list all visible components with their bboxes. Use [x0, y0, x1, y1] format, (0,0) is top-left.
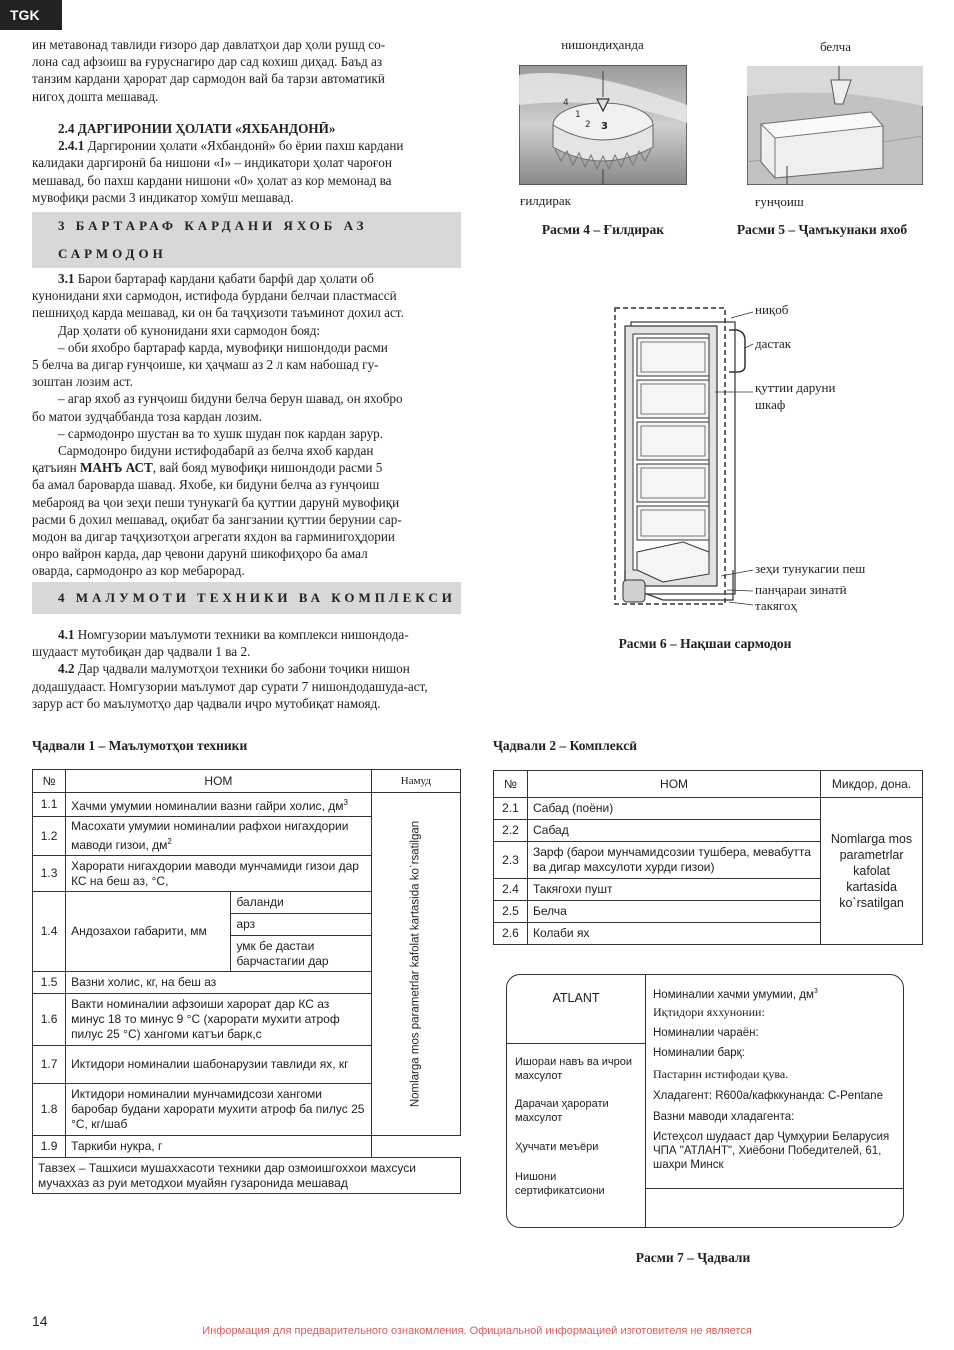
language-badge: TGK: [0, 0, 62, 30]
para-line: 5 белча ва дигар ғунҷоише, ки ҳаҷмаш аз 2 л кам набошад гу-: [32, 357, 379, 373]
section-4-heading: 4 МАЛУМОТИ ТЕХНИКИ ВА КОМПЛЕКСИ: [32, 582, 461, 614]
fig5-tray-image: [747, 66, 923, 185]
table2-header-name: НОМ: [527, 771, 820, 798]
para-4-1: [32, 626, 461, 643]
rating-label-right-item: Пастарин истифодаи қува.: [653, 1067, 789, 1081]
para-text: Барои бартараф кардани қабати барфӣ дар ҳолати об: [74, 271, 374, 286]
table-technical-data: [32, 769, 461, 1194]
fig4-caption: Расми 4 – Ғилдирак: [541, 222, 665, 237]
para-number: 4.2: [58, 661, 75, 677]
para-line: [32, 459, 461, 476]
rating-label-sup: 3: [813, 988, 818, 995]
para-4-2: [32, 660, 461, 677]
table-row-num: 2.5: [494, 901, 528, 923]
section-3-heading: [32, 212, 461, 268]
rating-label-left-item: Ҳуччати меъёри: [515, 1141, 599, 1153]
section-4-body: [32, 626, 461, 712]
row-text: Хачми умумии номиналии вазни гайри холис, дм: [71, 799, 344, 813]
table2-header-num: №: [494, 771, 528, 798]
table-row-num: 1.2: [33, 817, 66, 856]
table-row-num: 2.2: [494, 820, 528, 842]
section-3-title-line1: 3 БАРТАРАФ КАРДАНИ ЯХОБ АЗ: [58, 218, 368, 233]
table1-header-sample: Намуд: [371, 770, 460, 793]
table-row-name: Сабад (поёни): [527, 798, 820, 820]
table1-merged-note-cell: [371, 793, 460, 1136]
table-row-name: Иктидори номиналии шабонарузии тавлиди ях, кг: [66, 1046, 372, 1084]
footer-disclaimer: Информация для предварительного ознакомления. Официальной информацией изготовителя не является: [202, 1325, 752, 1337]
table-package-contents: [493, 770, 923, 945]
table-row-num: 2.6: [494, 923, 528, 945]
table-row-name: Вакти номиналии афзоиши харорат дар КС аз минус 18 то минус 9 °С (харорати мухити атроф пилус 25 °С) хангоми катъи барк,с: [66, 994, 372, 1046]
para-number: 4.1: [58, 627, 75, 642]
table-row-num: 1.9: [33, 1136, 66, 1158]
para-line: ба амал бароварда шавад. Яхобе, ки бидуни белча аз ғунҷоиш: [32, 477, 380, 493]
table-row-num: 1.6: [33, 994, 66, 1046]
rating-label-brand: ATLANT: [552, 991, 600, 1005]
table-row-num: 1.5: [33, 972, 66, 994]
para-line: додашудааст. Номгузории маълумот дар сурати 7 нишондодашуда-аст,: [32, 678, 428, 694]
table1-header-num: №: [33, 770, 66, 793]
table-sub-row: умк бе дастаи барчастагии дар: [231, 936, 371, 972]
rating-label-right-item: Номиналии барқ:: [653, 1047, 745, 1059]
para-3-1: [32, 270, 461, 287]
para-line: шудааст мутобиқан дар ҷадвали 1 ва 2.: [32, 644, 251, 660]
rating-label: [506, 974, 904, 1228]
para-line: кунонидани яхи сармодон, истифода бурдани белчаи пластмассӣ: [32, 288, 397, 304]
table-row-name: Харорати нигахдории маводи мунчамиди гизои дар КС на беш аз, °С,: [66, 856, 372, 892]
dial-number: 1: [575, 110, 581, 120]
fig6-label-cap: ниқоб: [755, 302, 789, 317]
para-line: онро вайрон карда, дар ҷевони дарунӣ шикофиҳоро ба амал: [32, 546, 368, 562]
table-sub-row: арз: [231, 914, 371, 936]
fig5-label-scraper: белча: [819, 39, 851, 54]
section-2-4: [32, 120, 461, 206]
table2-title: Ҷадвали 2 – Комплексӣ: [493, 738, 637, 753]
dial-number: 3: [601, 121, 608, 132]
para-line: зарур аст бо маълумотҳо дар ҷадвали иҷро мутобиқат намояд.: [32, 695, 381, 711]
table-row-num: 1.4: [33, 892, 66, 972]
para-line: бо матои зудҷаббанда тоза кардан лозим.: [32, 408, 263, 424]
para-line: мебарояд ва ҷои зеҳи пеши тунукагӣ ба қуттии дарунӣ мувофиқи: [32, 494, 400, 510]
table-row-name: [66, 793, 372, 817]
para-line: мешавад, бо пахш кардани нишони «0» ҳолат аз кор мемонад ва: [32, 172, 392, 188]
table-row-num: 2.4: [494, 879, 528, 901]
section-3-title-line2: САРМОДОН: [58, 246, 167, 261]
intro-line: нигоҳ дошта мешавад.: [32, 88, 159, 104]
intro-line: танзим кардани ҳарорат дар сармодон вай ба тарзи автоматикӣ: [32, 71, 385, 87]
fig6-label-front-rim: зеҳи тунукагии пеш: [755, 561, 866, 576]
dial-number: 2: [585, 120, 591, 130]
table-row-num: 2.3: [494, 842, 528, 879]
rating-label-left-item: Ишораи навъ ва ичрои махсулот: [515, 1056, 633, 1082]
table-row-num: 2.1: [494, 798, 528, 820]
rating-label-right-item: Хладагент: R600a/кафккунанда: C-Pentane: [653, 1090, 883, 1102]
table2-header-qty: Микдор, дона.: [821, 771, 923, 798]
intro-paragraph: [32, 36, 461, 105]
para-line: – оби яхобро бартараф карда, мувофиқи нишондоди расми: [58, 339, 388, 355]
table-row-name: Зарф (барои мунчамидсозии тушбера, мевабутта ва дигар махсулоти хурди гизои): [527, 842, 820, 879]
table1-footnote: Тавзех – Ташхиси мушаххасоти техники дар озмоишгоххои махсуси мучаххаз аз руи методхои муайян гузаронида мешавад: [33, 1158, 461, 1194]
fig6-caption: Расми 6 – Нақшаи сармодон: [618, 636, 792, 651]
page-number: 14: [32, 1313, 48, 1329]
rating-label-left-item: Дарачаи ҳарорати махсулот: [515, 1098, 609, 1124]
fig6-label-handle: дастак: [755, 336, 792, 351]
rating-label-volume: Номиналии хачми умумии, дм: [653, 988, 814, 1001]
table-row-name: Колаби ях: [527, 923, 820, 945]
table-row-name: Такягохи пушт: [527, 879, 820, 901]
rating-label-right-item: [653, 985, 903, 1002]
table-row-name: Вазни холис, кг, на беш аз: [66, 972, 372, 994]
fig6-freezer-diagram: [603, 300, 753, 610]
fig4-dial-image: [519, 65, 687, 185]
intro-line: ин метавонад тавлиди ғизоро дар давлатҳои дар ҳоли рушд со-: [32, 37, 386, 52]
table-row-num: 1.7: [33, 1046, 66, 1084]
rating-label-left-item: Нишони сертификатсиони: [515, 1171, 605, 1197]
fig6-label-grille: панҷараи зинатӣ: [755, 582, 847, 597]
warning-bold: МАНЪ АСТ: [79, 460, 153, 476]
fig4-label-wheel: ғилдирак: [520, 193, 571, 208]
para-2-4-1: [32, 137, 461, 154]
row-sup: 2: [167, 837, 172, 846]
fig4-label-indicator: нишондиҳанда: [561, 37, 644, 52]
intro-line: лона сад афзоиш ва ғуруснагиро дар сад кохиш диҳад. Баъд аз: [32, 54, 383, 70]
para-line: зоштан лозим аст.: [32, 374, 133, 390]
section-3-body: [32, 270, 461, 580]
table1-header-name: НОМ: [66, 770, 372, 793]
row-text: Масохати умумии номиналии рафхои нигахдории маводи гизои, дм: [71, 819, 349, 852]
table-row-num: 1.3: [33, 856, 66, 892]
table-row-name: [66, 817, 372, 856]
rating-label-right-item: Номиналии чараён:: [653, 1027, 759, 1039]
table-row-name: Иктидори номиналии мунчамидсози хангоми баробар будани харорати мухити атроф ба пилус 25 °С, кг/шаб: [66, 1084, 372, 1136]
rating-label-right-item: Истеҳсол шудааст дар Ҷумҳурии Беларусия ЧПА "АТЛАНТ", Хиёбони Победителей, 61, шахри Минск: [653, 1131, 890, 1171]
para-text: Даргиронии ҳолати «Яхбандонӣ» бо ёрии пахш кардани: [84, 138, 404, 154]
table1-title: Ҷадвали 1 – Маълумотҳои техники: [32, 738, 248, 753]
fig6-label-inner-box-2: шкаф: [755, 397, 786, 412]
table-row-num: 1.1: [33, 793, 66, 817]
table1-merged-note: Nomlarga mos parametrlar kafolat kartasida ko`rsatilgan: [409, 820, 422, 1108]
rating-label-right-item: Вазни маводи хладагента:: [653, 1111, 795, 1123]
fig5-caption: Расми 5 – Ҷамъкунаки яхоб: [736, 222, 908, 237]
table-row-name: Белча: [527, 901, 820, 923]
para-3-d: – сармодонро шустан ва то хушк шудан пок кардан зарур.: [58, 425, 384, 441]
para-number: 3.1: [58, 271, 75, 286]
row-sup: 3: [343, 798, 348, 807]
fig5-label-tray: ғунҷоиш: [755, 194, 804, 209]
dial-number: 4: [563, 98, 569, 108]
table-sub-row: баланди: [231, 892, 371, 914]
fig6-label-base: такягоҳ: [755, 598, 797, 613]
rating-label-right-item: Иқтидори яххунонии:: [653, 1005, 765, 1019]
para-line: оварда, сармодонро аз кор мебарорад.: [32, 563, 245, 579]
table2-merged-note: Nomlarga mos parametrlar kafolat kartasida ko`rsatilgan: [821, 798, 923, 945]
fig6-label-inner-box: қуттии даруни: [755, 380, 836, 395]
para-3-a: Дар ҳолати об кунонидани яхи сармодон бояд:: [58, 322, 321, 338]
table-row-name: Сабад: [527, 820, 820, 842]
table-row-num: 1.8: [33, 1084, 66, 1136]
para-line: мувофиқи расми 3 индикатор хомӯш мешавад.: [32, 189, 294, 205]
para-text: Номгузории маълумоти техники ва комплекси нишондода-: [74, 627, 409, 642]
para-line: модон ва дигар таҷҳизотҳои агрегати яхдон ва гарминигоҳдории: [32, 529, 395, 545]
fig7-caption: Расми 7 – Ҷадвали: [635, 1250, 751, 1265]
para-text: қатъиян: [32, 460, 80, 476]
para-3-e: Сармодонро бидуни истифодабарӣ аз белча яхоб кардан: [58, 443, 374, 459]
table-row-name: Андозахои габарити, мм: [66, 892, 231, 972]
table-row-name: Таркиби нукра, г: [66, 1136, 372, 1158]
para-line: расми 6 дохил мешавад, оқибат ба зангзании қуттии берунии сар-: [32, 511, 402, 527]
para-line: калидаки даргиронӣ ба нишони «I» – индикатори ҳолат чароғон: [32, 155, 392, 171]
para-line: пешниҳод карда мешавад, ки он ба таҷҳизоти таъминот дохил аст.: [32, 305, 404, 321]
section-2-4-title: 2.4 ДАРГИРОНИИ ҲОЛАТИ «ЯХБАНДОНӢ»: [58, 121, 336, 136]
para-line: – агар яхоб аз ғунҷоиш бидуни белча берун шавад, он яхобро: [58, 391, 403, 407]
para-text: , вай бояд мувофиқи нишондоди расми 5: [152, 460, 383, 476]
para-text: Дар ҷадвали малумотҳои техники бо забони тоҷики нишон: [74, 661, 410, 677]
para-number: 2.4.1: [58, 138, 85, 154]
